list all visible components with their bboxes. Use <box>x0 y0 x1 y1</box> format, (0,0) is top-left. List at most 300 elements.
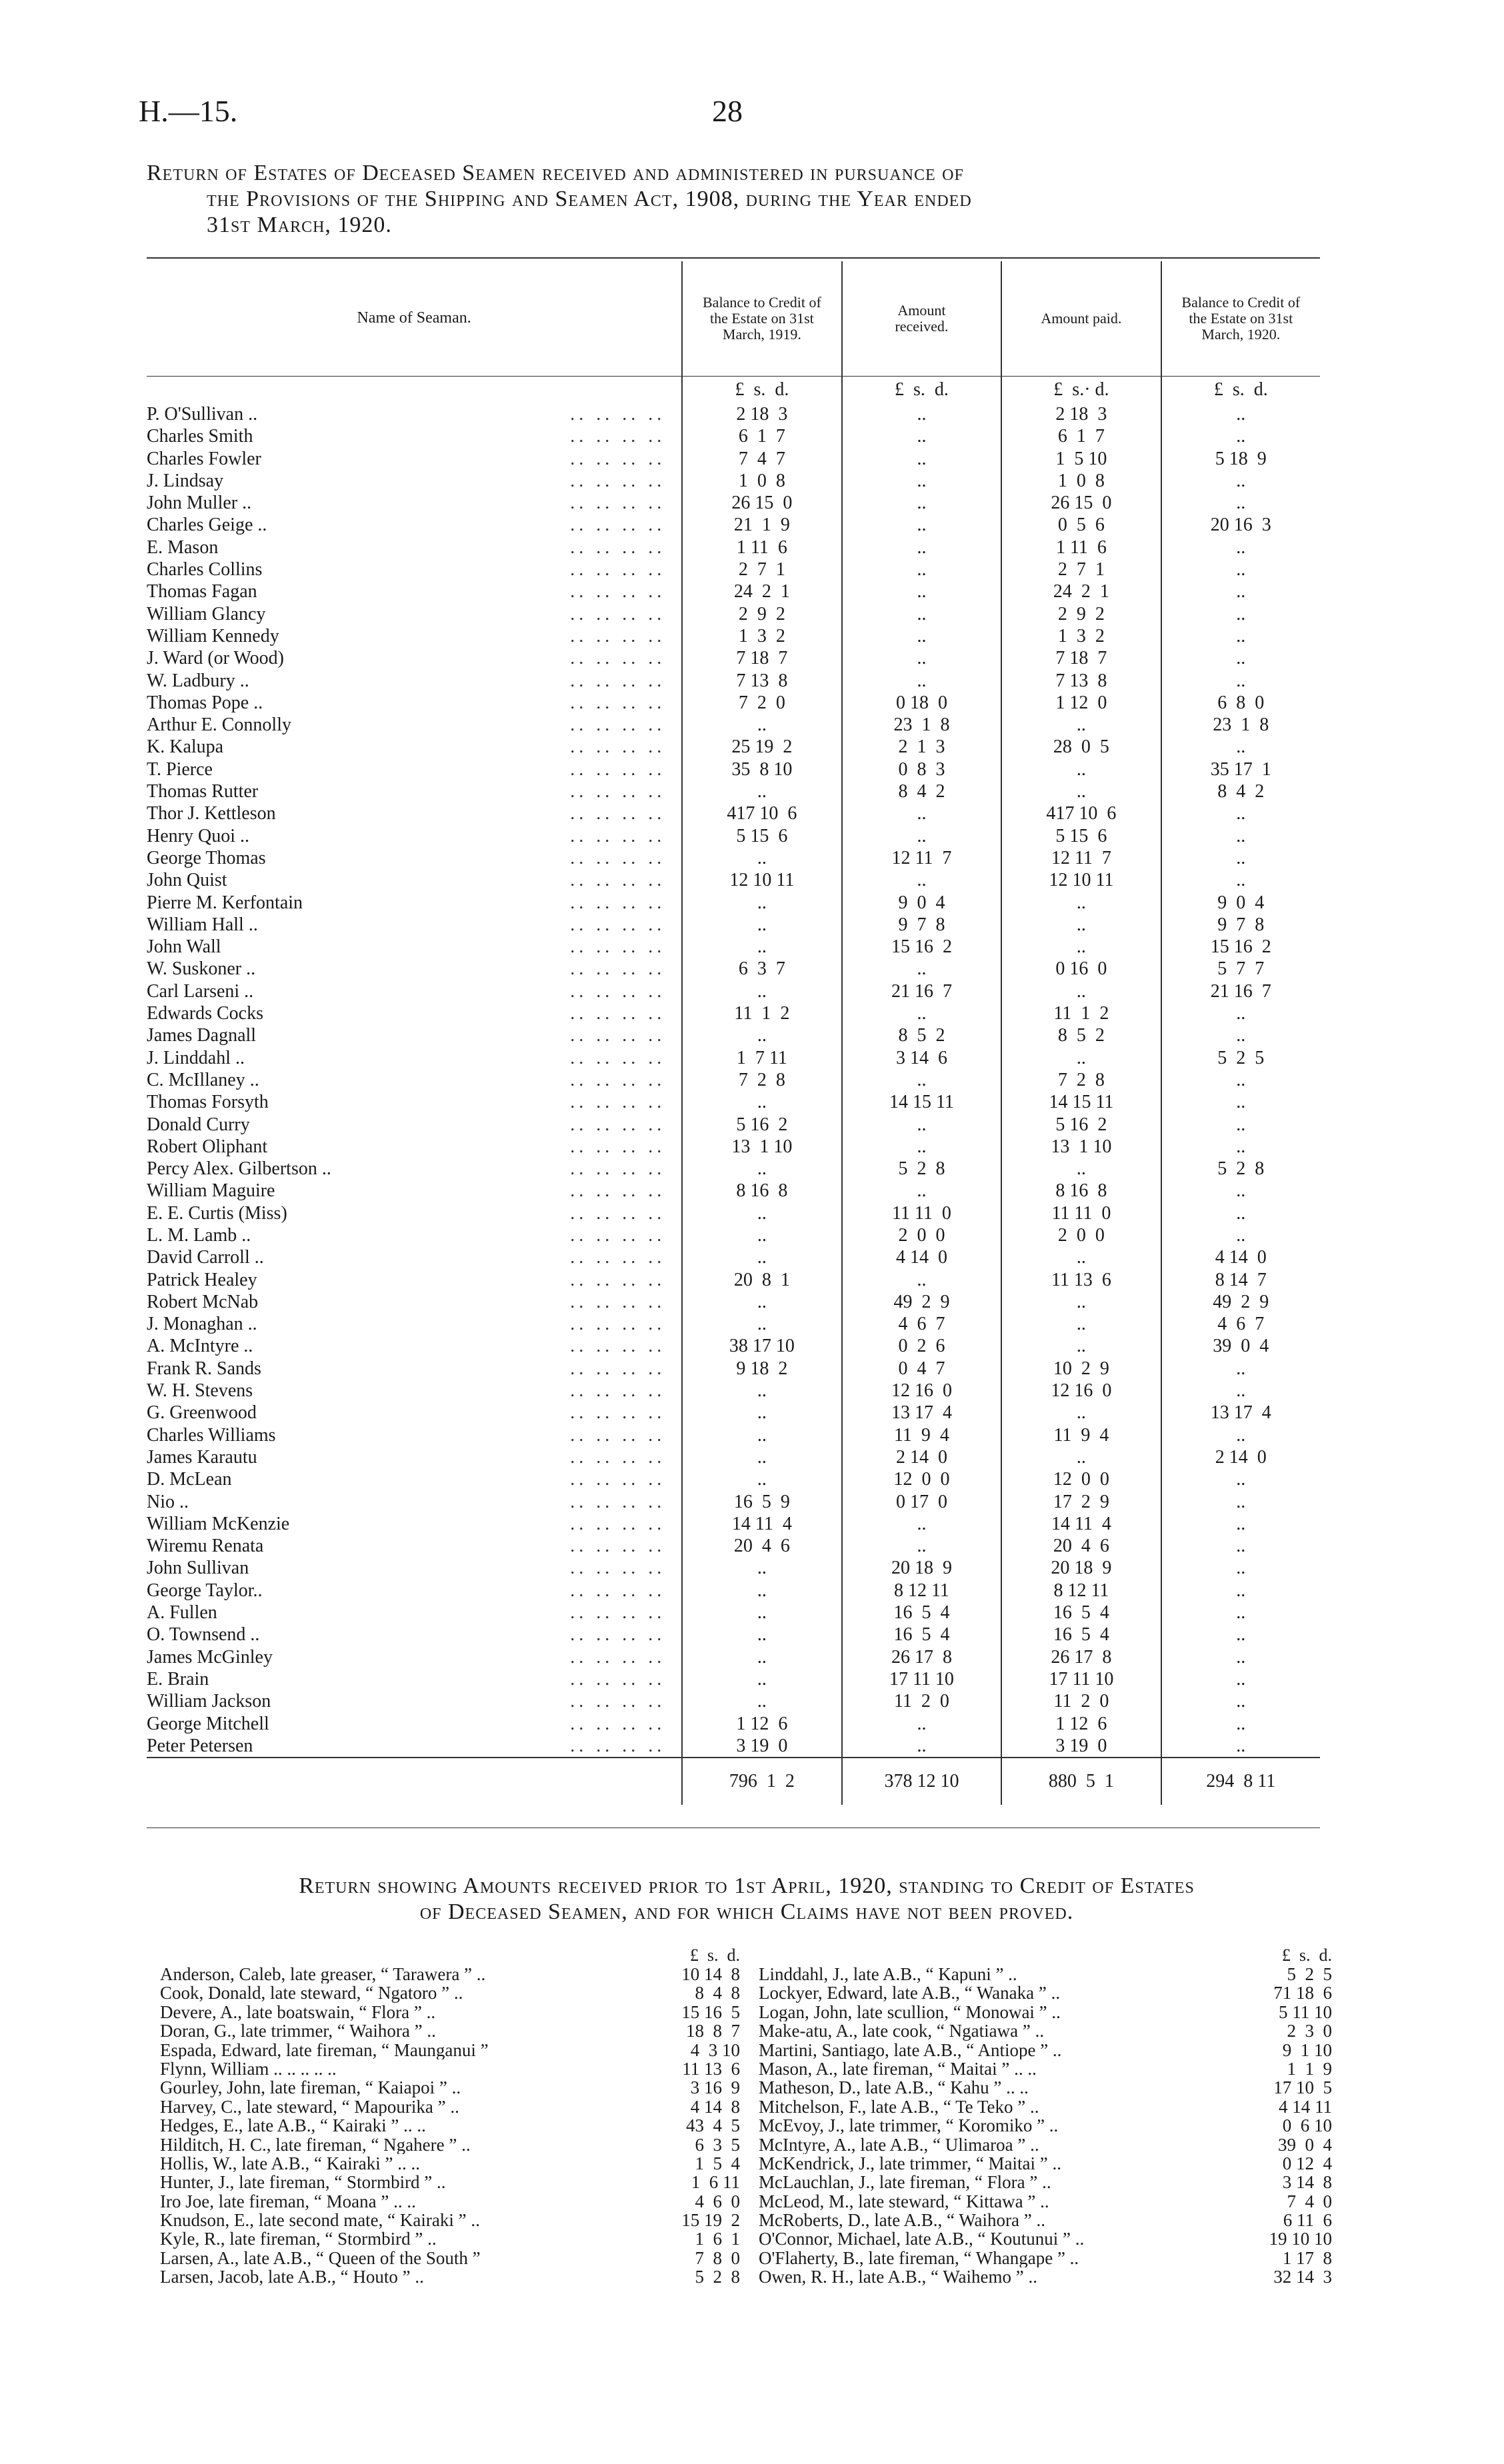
amount-paid-cell: 14 15 11 <box>1001 1091 1161 1113</box>
header-balance-1920: Balance to Credit of the Estate on 31st March, 1920. <box>1161 261 1320 377</box>
header-amount-paid: Amount paid. <box>1001 261 1161 377</box>
list-item <box>160 2021 740 2040</box>
balance-1920-cell: 21 16 7 <box>1161 980 1320 1002</box>
amount-received-cell: .. <box>842 448 1002 470</box>
list-item <box>160 2041 740 2059</box>
return1-title <box>147 160 1333 238</box>
balance-1919-cell: 20 8 1 <box>682 1269 841 1291</box>
balance-1919-cell: 9 18 2 <box>682 1358 841 1380</box>
list-item <box>160 2249 740 2267</box>
document-reference: H.—15. <box>139 94 238 128</box>
amount-received-cell: .. <box>842 1713 1002 1735</box>
list-item <box>160 2211 740 2229</box>
balance-1920-cell: .. <box>1161 1114 1320 1136</box>
seaman-name: Charles Geige .. .. .. .. .. <box>147 515 666 536</box>
balance-1919-cell: 5 15 6 <box>682 825 841 847</box>
balance-1919-cell: .. <box>682 1224 841 1246</box>
balance-1919-cell: .. <box>682 980 841 1002</box>
return1-title-line1: Return of Estates of Deceased Seamen received and administered in pursuance of <box>147 161 964 185</box>
return2-title <box>160 1873 1333 1925</box>
balance-1919-cell: 7 18 7 <box>682 647 841 669</box>
balance-1920-cell: .. <box>1161 1624 1320 1646</box>
amount-received-cell: .. <box>842 603 1002 625</box>
balance-1920-cell: .. <box>1161 670 1320 692</box>
balance-1919-cell: 35 8 10 <box>682 758 841 780</box>
balance-1920-cell: .. <box>1161 1602 1320 1624</box>
estate-name: Matheson, D., late A.B., “ Kahu ” .. .. <box>759 2078 1029 2097</box>
list-item <box>759 2135 1332 2154</box>
amount-received-cell: 21 16 7 <box>842 980 1002 1002</box>
amount-received-cell: 15 16 2 <box>842 936 1002 958</box>
estate-name: Owen, R. H., late A.B., “ Waihemo ” .. <box>759 2267 1037 2287</box>
amount-received-cell: 5 2 8 <box>842 1158 1002 1180</box>
table-row <box>147 780 1320 802</box>
amount-paid-cell: .. <box>1001 892 1161 914</box>
amount-paid-cell: .. <box>1001 1246 1161 1268</box>
amount-received-cell: .. <box>842 581 1002 603</box>
estate-name: Espada, Edward, late fireman, “ Maunganui ” <box>160 2040 489 2059</box>
return1-title-line2: the Provisions of the Shipping and Seamen Act, 1908, during the Year ended <box>207 187 972 211</box>
list-item <box>160 2059 740 2078</box>
table-row <box>147 1224 1320 1246</box>
units-row <box>147 377 1320 404</box>
estate-name: Hilditch, H. C., late fireman, “ Ngahere ” .. <box>160 2135 471 2154</box>
seaman-name: Charles Smith .. .. .. .. <box>147 426 666 447</box>
seaman-name: Arthur E. Connolly .. .. .. .. <box>147 714 666 736</box>
list-item <box>759 2229 1332 2248</box>
table-row <box>147 1713 1320 1735</box>
seaman-name: A. Fullen .. .. .. .. <box>147 1602 666 1624</box>
balance-1919-cell: .. <box>682 1602 841 1624</box>
balance-1919-cell: .. <box>682 1668 841 1690</box>
estate-amount: 32 14 3 <box>1273 2267 1332 2287</box>
balance-1919-cell: .. <box>682 1646 841 1668</box>
balance-1920-cell: .. <box>1161 1646 1320 1668</box>
balance-1920-cell: .. <box>1161 736 1320 758</box>
amount-received-cell: 2 0 0 <box>842 1224 1002 1246</box>
table-row <box>147 1580 1320 1602</box>
seaman-name: Pierre M. Kerfontain .. .. .. .. <box>147 892 666 913</box>
balance-1920-cell: .. <box>1161 825 1320 847</box>
amount-received-cell: .. <box>842 492 1002 514</box>
balance-1919-cell: 8 16 8 <box>682 1180 841 1202</box>
amount-received-cell: 14 15 11 <box>842 1091 1002 1113</box>
table-row <box>147 802 1320 824</box>
balance-1920-cell: .. <box>1161 1491 1320 1513</box>
balance-1920-cell: .. <box>1161 1202 1320 1224</box>
seaman-name: E. Mason .. .. .. .. <box>147 537 666 558</box>
estate-name: McEvoy, J., late trimmer, “ Koromiko ” .. <box>759 2116 1059 2135</box>
balance-1919-cell: 16 5 9 <box>682 1491 841 1513</box>
balance-1920-cell: .. <box>1161 647 1320 669</box>
estate-amount: 0 6 10 <box>1282 2115 1332 2136</box>
balance-1920-cell: 5 2 5 <box>1161 1047 1320 1069</box>
table-row <box>147 425 1320 447</box>
amount-paid-cell: 14 11 4 <box>1001 1513 1161 1535</box>
balance-1919-cell: 13 1 10 <box>682 1136 841 1158</box>
balance-1920-cell: .. <box>1161 1668 1320 1690</box>
estate-name: Devere, A., late boatswain, “ Flora ” .. <box>160 2002 436 2022</box>
estate-amount: 3 16 9 <box>690 2077 740 2098</box>
table-row <box>147 603 1320 625</box>
seaman-name: Charles Fowler .. .. .. .. <box>147 448 666 469</box>
seaman-name: Donald Curry .. .. .. .. <box>147 1114 666 1135</box>
balance-1919-cell: 7 2 0 <box>682 692 841 714</box>
unclaimed-list-left <box>160 1946 740 2287</box>
estate-name: Logan, John, late scullion, “ Monowai ” .. <box>759 2002 1061 2022</box>
seaman-name: Wiremu Renata .. .. .. .. <box>147 1536 666 1557</box>
total-paid: 880 5 1 <box>1001 1758 1161 1805</box>
seaman-name: W. H. Stevens .. .. .. .. <box>147 1380 666 1402</box>
list-item <box>759 2097 1332 2116</box>
list-item <box>759 2021 1332 2040</box>
table-row <box>147 470 1320 492</box>
amount-paid-cell: 10 2 9 <box>1001 1358 1161 1380</box>
amount-received-cell: 8 12 11 <box>842 1580 1002 1602</box>
amount-paid-cell: .. <box>1001 758 1161 780</box>
table-row <box>147 1180 1320 1202</box>
amount-paid-cell: 1 0 8 <box>1001 470 1161 492</box>
seaman-name: L. M. Lamb .. .. .. .. .. <box>147 1224 666 1246</box>
seaman-name: O. Townsend .. .. .. .. .. <box>147 1624 666 1646</box>
amount-paid-cell: 8 16 8 <box>1001 1180 1161 1202</box>
balance-1920-cell: .. <box>1161 1557 1320 1579</box>
seaman-name: Thor J. Kettleson .. .. .. .. <box>147 803 666 824</box>
list-item <box>759 2173 1332 2191</box>
balance-1920-cell: .. <box>1161 1180 1320 1202</box>
estate-name: Mason, A., late fireman, “ Maitai ” .. .. <box>759 2059 1037 2079</box>
table-row <box>147 1468 1320 1490</box>
seaman-name: D. McLean .. .. .. .. <box>147 1469 666 1490</box>
amount-paid-cell: 0 5 6 <box>1001 514 1161 536</box>
seaman-name: William Maguire .. .. .. .. <box>147 1180 666 1202</box>
estate-amount: 9 1 10 <box>1282 2039 1332 2060</box>
balance-1920-cell: .. <box>1161 1358 1320 1380</box>
amount-paid-cell: 20 4 6 <box>1001 1535 1161 1557</box>
estate-name: McIntyre, A., late A.B., “ Ulimaroa ” .. <box>759 2135 1039 2154</box>
balance-1919-cell: 1 12 6 <box>682 1713 841 1735</box>
balance-1920-cell: .. <box>1161 1713 1320 1735</box>
balance-1920-cell: 23 1 8 <box>1161 714 1320 736</box>
amount-received-cell: .. <box>842 514 1002 536</box>
amount-paid-cell: 6 1 7 <box>1001 425 1161 447</box>
table-row <box>147 914 1320 936</box>
balance-1919-cell: .. <box>682 892 841 914</box>
estate-name: Hedges, E., late A.B., “ Kairaki ” .. .. <box>160 2116 426 2135</box>
seaman-name: E. E. Curtis (Miss) .. .. .. .. <box>147 1202 666 1224</box>
amount-received-cell: 12 11 7 <box>842 847 1002 869</box>
amount-paid-cell: 8 12 11 <box>1001 1580 1161 1602</box>
balance-1919-cell: .. <box>682 1557 841 1579</box>
amount-received-cell: .. <box>842 1269 1002 1291</box>
amount-paid-cell: 7 13 8 <box>1001 670 1161 692</box>
seaman-name: P. O'Sullivan .. .. .. .. .. <box>147 404 666 425</box>
balance-1920-cell: .. <box>1161 1091 1320 1113</box>
balance-1919-cell: 12 10 11 <box>682 869 841 891</box>
amount-paid-cell: 2 9 2 <box>1001 603 1161 625</box>
balance-1920-cell: .. <box>1161 425 1320 447</box>
balance-1919-cell: 2 18 3 <box>682 403 841 425</box>
seaman-name: George Thomas .. .. .. .. <box>147 847 666 868</box>
estate-amount: 19 10 10 <box>1269 2229 1332 2249</box>
amount-received-cell: 9 7 8 <box>842 914 1002 936</box>
table-row <box>147 1513 1320 1535</box>
amount-paid-cell: 2 18 3 <box>1001 403 1161 425</box>
list-item <box>759 1983 1332 2002</box>
estate-name: Iro Joe, late fireman, “ Moana ” .. .. <box>160 2191 416 2211</box>
balance-1919-cell: 2 9 2 <box>682 603 841 625</box>
balance-1919-cell: 20 4 6 <box>682 1535 841 1557</box>
amount-paid-cell: .. <box>1001 1158 1161 1180</box>
list-item <box>160 2078 740 2097</box>
table-row <box>147 1735 1320 1758</box>
seaman-name: William McKenzie .. .. .. .. <box>147 1513 666 1534</box>
amount-paid-cell: 2 0 0 <box>1001 1224 1161 1246</box>
table-row <box>147 869 1320 891</box>
estate-amount: 15 16 5 <box>681 2001 740 2022</box>
amount-paid-cell: 0 16 0 <box>1001 958 1161 980</box>
balance-1920-cell: .. <box>1161 1380 1320 1402</box>
balance-1920-cell: .. <box>1161 581 1320 603</box>
estate-name: McLauchlan, J., late fireman, “ Flora ” .. <box>759 2173 1051 2192</box>
amount-received-cell: .. <box>842 1114 1002 1136</box>
total-balance-1920: 294 8 11 <box>1161 1758 1320 1805</box>
estate-amount: 2 3 0 <box>1287 2021 1332 2041</box>
amount-paid-cell: 16 5 4 <box>1001 1624 1161 1646</box>
estate-name: Harvey, C., late steward, “ Mapourika ” .. <box>160 2097 459 2117</box>
amount-paid-cell: 7 2 8 <box>1001 1069 1161 1091</box>
estate-name: McRoberts, D., late A.B., “ Waihora ” .. <box>759 2211 1045 2230</box>
table-row <box>147 1202 1320 1224</box>
header-amount-received: Amount received. <box>842 261 1002 377</box>
balance-1920-cell: .. <box>1161 1468 1320 1490</box>
amount-paid-cell: 16 5 4 <box>1001 1602 1161 1624</box>
balance-1919-cell: 7 4 7 <box>682 448 841 470</box>
seaman-name: William Glancy .. .. .. .. <box>147 603 666 624</box>
balance-1920-cell: .. <box>1161 847 1320 869</box>
balance-1919-cell: 21 1 9 <box>682 514 841 536</box>
balance-1919-cell: .. <box>682 1468 841 1490</box>
amount-received-cell: .. <box>842 958 1002 980</box>
seaman-name: Robert McNab .. .. .. .. <box>147 1291 666 1312</box>
estate-name: Doran, G., late trimmer, “ Waihora ” .. <box>160 2021 436 2041</box>
seaman-name: G. Greenwood .. .. .. .. <box>147 1402 666 1424</box>
balance-1919-cell: 1 7 11 <box>682 1047 841 1069</box>
seaman-name: T. Pierce .. .. .. .. <box>147 758 666 780</box>
balance-1919-cell: 6 3 7 <box>682 958 841 980</box>
seaman-name: William Hall .. .. .. .. .. <box>147 914 666 935</box>
amount-paid-cell: 12 16 0 <box>1001 1380 1161 1402</box>
estate-amount: 8 4 8 <box>695 1983 740 2003</box>
estate-name: Linddahl, J., late A.B., “ Kapuni ” .. <box>759 1965 1017 1984</box>
balance-1919-cell: 1 11 6 <box>682 537 841 559</box>
table-row <box>147 1358 1320 1380</box>
list-item <box>759 2211 1332 2229</box>
top-rule <box>147 257 1320 259</box>
estate-amount: 6 11 6 <box>1283 2210 1332 2231</box>
amount-paid-cell: 3 19 0 <box>1001 1735 1161 1758</box>
list-item <box>759 2192 1332 2211</box>
estate-amount: 1 6 1 <box>695 2229 740 2249</box>
table-row <box>147 847 1320 869</box>
amount-paid-cell: 24 2 1 <box>1001 581 1161 603</box>
seaman-name: Thomas Pope .. .. .. .. .. <box>147 692 666 713</box>
estate-name: Flynn, William .. .. .. .. .. <box>160 2059 337 2079</box>
balance-1920-cell: .. <box>1161 1002 1320 1024</box>
balance-1920-cell: .. <box>1161 1136 1320 1158</box>
balance-1920-cell: 5 7 7 <box>1161 958 1320 980</box>
balance-1920-cell: 5 2 8 <box>1161 1158 1320 1180</box>
balance-1919-cell: .. <box>682 1624 841 1646</box>
seaman-name: Nio .. .. .. .. .. <box>147 1491 666 1512</box>
table-row <box>147 1335 1320 1357</box>
amount-paid-cell: 11 9 4 <box>1001 1424 1161 1446</box>
amount-received-cell: 2 14 0 <box>842 1446 1002 1468</box>
table-row <box>147 1424 1320 1446</box>
balance-1920-cell: 5 18 9 <box>1161 448 1320 470</box>
amount-paid-cell: 5 16 2 <box>1001 1114 1161 1136</box>
table-row <box>147 736 1320 758</box>
balance-1920-cell: .. <box>1161 1535 1320 1557</box>
table-row <box>147 1158 1320 1180</box>
seaman-name: Carl Larseni .. .. .. .. .. <box>147 980 666 1002</box>
seaman-name: W. Ladbury .. .. .. .. .. <box>147 670 666 691</box>
balance-1920-cell: .. <box>1161 403 1320 425</box>
amount-paid-cell: 12 11 7 <box>1001 847 1161 869</box>
estate-amount: 15 19 2 <box>681 2210 740 2231</box>
list-item <box>160 1983 740 2002</box>
list-item <box>759 2249 1332 2267</box>
list-item <box>759 1965 1332 1983</box>
seaman-name: Thomas Forsyth .. .. .. .. <box>147 1092 666 1113</box>
balance-1920-cell: .. <box>1161 1735 1320 1758</box>
amount-received-cell: 4 14 0 <box>842 1246 1002 1268</box>
amount-received-cell: 11 2 0 <box>842 1690 1002 1712</box>
amount-paid-cell: .. <box>1001 1335 1161 1357</box>
seaman-name: William Jackson .. .. .. .. <box>147 1691 666 1712</box>
amount-received-cell: .. <box>842 1180 1002 1202</box>
unclaimed-list-right <box>759 1946 1332 2287</box>
balance-1919-cell: 417 10 6 <box>682 802 841 824</box>
table-row <box>147 892 1320 914</box>
amount-paid-cell: 28 0 5 <box>1001 736 1161 758</box>
header-balance-1919: Balance to Credit of the Estate on 31st March, 1919. <box>682 261 841 377</box>
estate-name: Hunter, J., late fireman, “ Stormbird ” .. <box>160 2173 446 2192</box>
amount-received-cell: .. <box>842 825 1002 847</box>
estate-name: McLeod, M., late steward, “ Kittawa ” .. <box>759 2191 1049 2211</box>
balance-1919-cell: 38 17 10 <box>682 1335 841 1357</box>
table-row <box>147 758 1320 780</box>
amount-received-cell: 16 5 4 <box>842 1624 1002 1646</box>
amount-received-cell: .. <box>842 1069 1002 1091</box>
amount-received-cell: 0 4 7 <box>842 1358 1002 1380</box>
amount-received-cell: 0 18 0 <box>842 692 1002 714</box>
table-row <box>147 1380 1320 1402</box>
list-item <box>759 2154 1332 2173</box>
balance-1919-cell: 2 7 1 <box>682 559 841 581</box>
amount-paid-cell: .. <box>1001 1047 1161 1069</box>
estate-amount: 7 4 0 <box>1287 2191 1332 2211</box>
estate-amount: 71 18 6 <box>1273 1983 1332 2003</box>
page-number: 28 <box>712 94 743 128</box>
table-row <box>147 492 1320 514</box>
balance-1920-cell: 15 16 2 <box>1161 936 1320 958</box>
table-row <box>147 514 1320 536</box>
estate-name: Gourley, John, late fireman, “ Kaiapoi ” .. <box>160 2078 461 2097</box>
table-row <box>147 1291 1320 1313</box>
list-item <box>759 2003 1332 2021</box>
amount-received-cell: .. <box>842 425 1002 447</box>
amount-received-cell: .. <box>842 869 1002 891</box>
balance-1920-cell: .. <box>1161 1513 1320 1535</box>
list-item <box>759 2267 1332 2286</box>
estate-amount: 4 14 11 <box>1279 2096 1332 2117</box>
balance-1920-cell: 13 17 4 <box>1161 1402 1320 1424</box>
table-row <box>147 1047 1320 1069</box>
seaman-name: John Muller .. .. .. .. .. <box>147 493 666 514</box>
header-name: Name of Seaman. <box>357 309 471 327</box>
list-item <box>160 2173 740 2191</box>
table-row <box>147 1246 1320 1268</box>
amount-paid-cell: 1 3 2 <box>1001 625 1161 647</box>
balance-1919-cell: .. <box>682 1402 841 1424</box>
amount-received-cell: .. <box>842 1002 1002 1024</box>
amount-received-cell: .. <box>842 403 1002 425</box>
balance-1920-cell: 9 0 4 <box>1161 892 1320 914</box>
balance-1920-cell: 4 14 0 <box>1161 1246 1320 1268</box>
estate-name: O'Flaherty, B., late fireman, “ Whangape ” .. <box>759 2248 1079 2268</box>
table-row <box>147 1690 1320 1712</box>
list-item <box>160 2154 740 2173</box>
amount-paid-cell: 26 15 0 <box>1001 492 1161 514</box>
list-right-units: £ s. d. <box>1281 1945 1332 1965</box>
seaman-name: David Carroll .. .. .. .. .. <box>147 1247 666 1268</box>
balance-1919-cell: 5 16 2 <box>682 1114 841 1136</box>
table-row <box>147 1136 1320 1158</box>
seaman-name: Charles Williams .. .. .. .. <box>147 1424 666 1446</box>
table-row <box>147 403 1320 425</box>
balance-1919-cell: .. <box>682 1424 841 1446</box>
balance-1920-cell: 4 6 7 <box>1161 1313 1320 1335</box>
list-item <box>759 2041 1332 2059</box>
estate-name: Larsen, Jacob, late A.B., “ Houto ” .. <box>160 2267 424 2287</box>
estate-name: Anderson, Caleb, late greaser, “ Tarawera ” .. <box>160 1965 486 1984</box>
table-row <box>147 1269 1320 1291</box>
list-item <box>160 2097 740 2116</box>
balance-1919-cell: 7 2 8 <box>682 1069 841 1091</box>
estate-amount: 1 6 11 <box>691 2172 740 2193</box>
estate-amount: 6 3 5 <box>695 2134 740 2155</box>
balance-1919-cell: 7 13 8 <box>682 670 841 692</box>
amount-received-cell: 0 8 3 <box>842 758 1002 780</box>
amount-received-cell: .. <box>842 559 1002 581</box>
list-item <box>759 2059 1332 2078</box>
seaman-name: John Wall .. .. .. .. <box>147 936 666 958</box>
amount-paid-cell: 17 2 9 <box>1001 1491 1161 1513</box>
amount-paid-cell: 11 2 0 <box>1001 1690 1161 1712</box>
estate-amount: 5 2 5 <box>1287 1964 1332 1984</box>
seaman-name: George Taylor.. .. .. .. .. <box>147 1580 666 1601</box>
seaman-name: Frank R. Sands .. .. .. .. <box>147 1358 666 1379</box>
amount-paid-cell: 17 11 10 <box>1001 1668 1161 1690</box>
amount-paid-cell: 20 18 9 <box>1001 1557 1161 1579</box>
balance-1920-cell: .. <box>1161 537 1320 559</box>
balance-1920-cell: 8 14 7 <box>1161 1269 1320 1291</box>
amount-received-cell: 8 5 2 <box>842 1024 1002 1046</box>
estate-amount: 17 10 5 <box>1273 2077 1332 2098</box>
total-received: 378 12 10 <box>842 1758 1002 1805</box>
balance-1920-cell: .. <box>1161 1690 1320 1712</box>
